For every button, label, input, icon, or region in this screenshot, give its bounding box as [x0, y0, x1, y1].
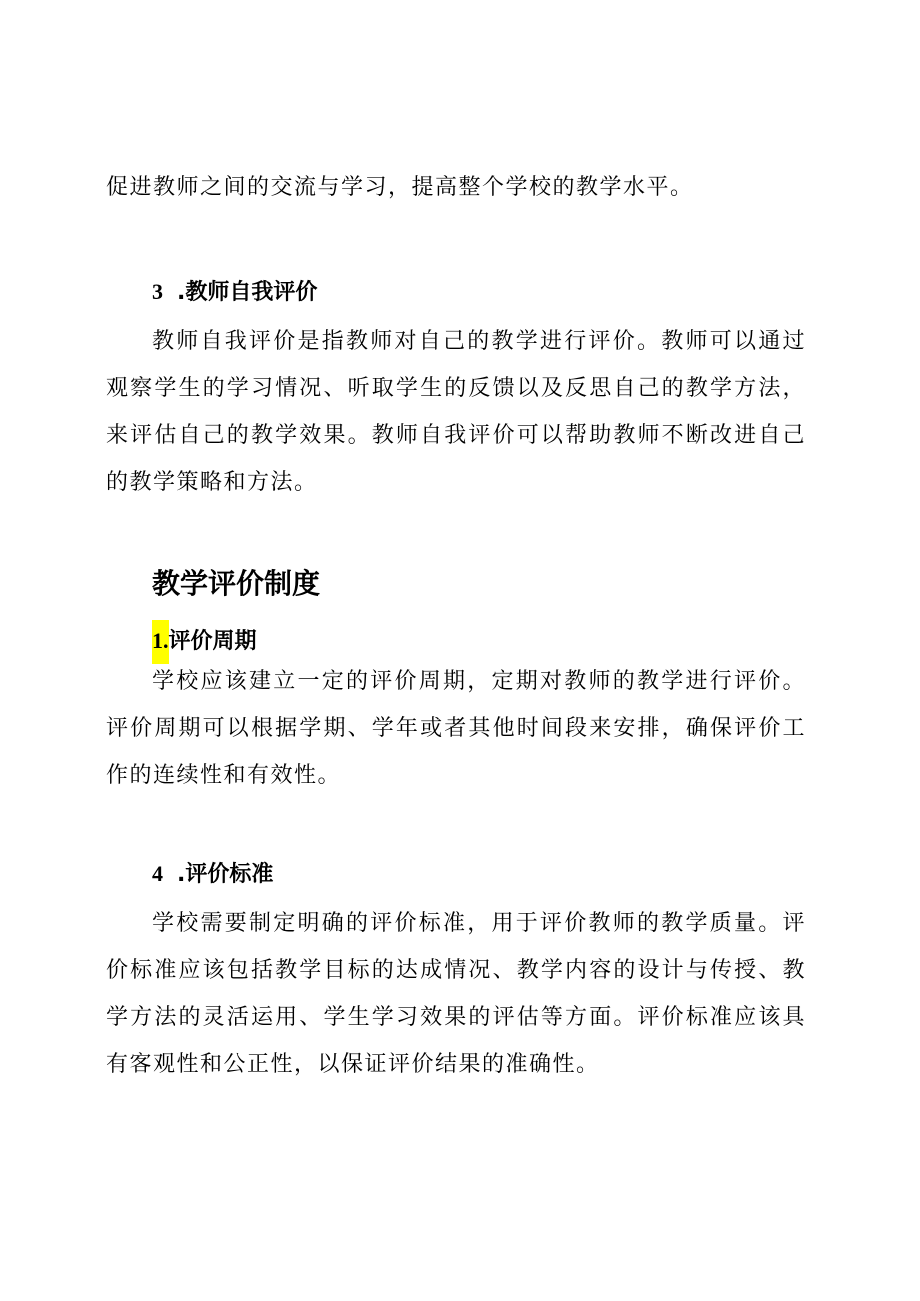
highlighted-heading-number: 1.: [152, 620, 169, 664]
evaluation-standard-paragraph: 学校需要制定明确的评价标准，用于评价教师的教学质量。评价标准应该包括教学目标的达成情况、教学内容的设计与传授、教学方法的灵活运用、学生学习效果的评估等方面。评价标准应该具有客观性和公正性，以保证评价结果的准确性。: [106, 911, 806, 1077]
heading-teacher-self-evaluation: [152, 277, 317, 308]
heading-text: .教师自我评价: [177, 280, 318, 305]
heading-evaluation-standard: [152, 859, 273, 890]
evaluation-cycle-paragraph: 学校应该建立一定的评价周期，定期对教师的教学进行评价。评价周期可以根据学期、学年或者其他时间段来安排，确保评价工作的连续性和有效性。: [106, 669, 806, 788]
heading-text: .评价标准: [177, 862, 274, 887]
section-title-teaching-evaluation-system: 教学评价制度: [152, 567, 321, 600]
heading-number: 4: [152, 861, 163, 886]
intro-paragraph: 促进教师之间的交流与学习，提高整个学校的教学水平。: [106, 175, 694, 200]
heading-text: 评价周期: [168, 629, 257, 654]
teacher-self-evaluation-paragraph: 教师自我评价是指教师对自己的教学进行评价。教师可以通过观察学生的学习情况、听取学生的反馈以及反思自己的教学方法，来评估自己的教学效果。教师自我评价可以帮助教师不断改进自己的教学策略和方法。: [106, 329, 806, 495]
heading-number: 3: [152, 279, 163, 304]
